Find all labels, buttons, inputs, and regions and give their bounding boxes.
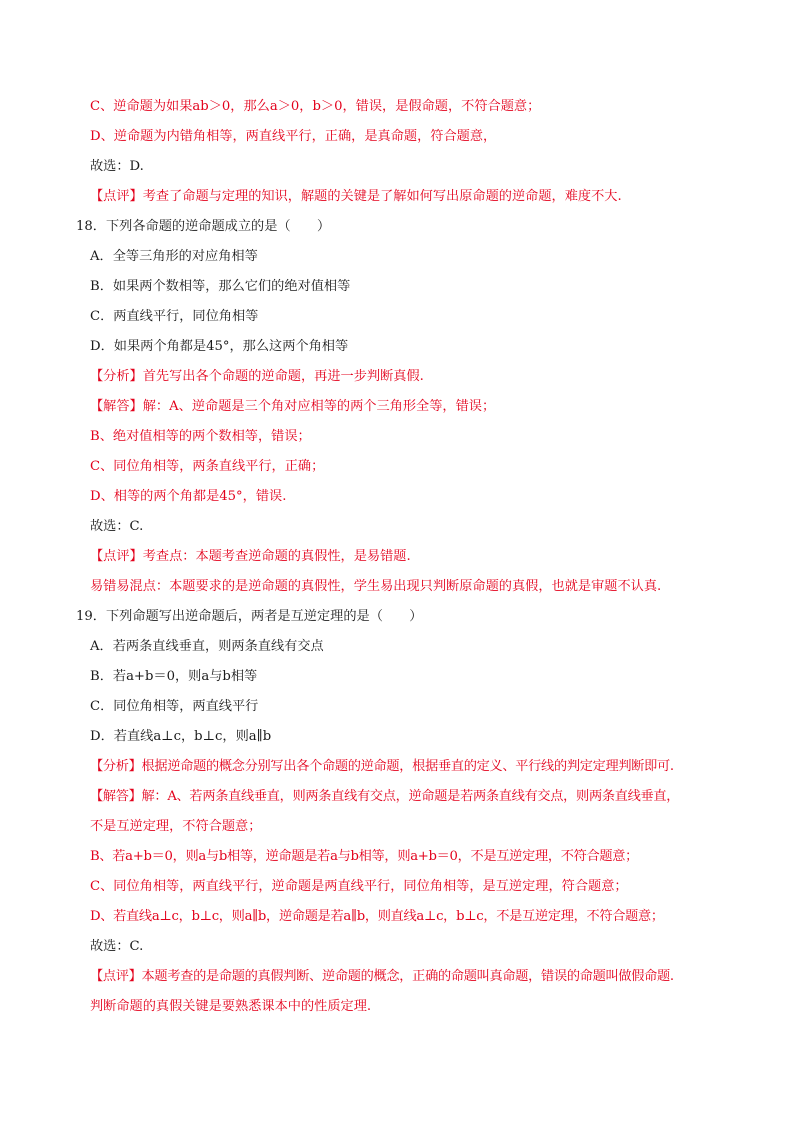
q19-solution-line: 【解答】解：A、若两条直线垂直，则两条直线有交点，逆命题是若两条直线有交点，则两条直线垂直， xyxy=(90,789,680,804)
q19-stem: 19．下列命题写出逆命题后，两者是互逆定理的是（ ） xyxy=(76,609,423,624)
q18-solution-line: C、同位角相等，两条直线平行，正确； xyxy=(90,459,325,474)
q19-option-d: D．若直线a⊥c，b⊥c，则a∥b xyxy=(90,729,272,744)
q18-option-b: B．如果两个数相等，那么它们的绝对值相等 xyxy=(90,279,351,294)
q18-option-c: C．两直线平行，同位角相等 xyxy=(90,309,259,324)
q19-option-c: C．同位角相等，两直线平行 xyxy=(90,699,259,714)
q19-solution-line: B、若a+b＝0，则a与b相等，逆命题是若a与b相等，则a+b＝0，不是互逆定理，不符合题意； xyxy=(90,849,639,864)
q18-solution-line: D、相等的两个角都是45°，错误. xyxy=(90,489,287,504)
prev-option-d-analysis: D、逆命题为内错角相等，两直线平行，正确，是真命题，符合题意， xyxy=(90,129,497,144)
prev-choice: 故选：D. xyxy=(90,159,144,174)
q18-option-a: A．全等三角形的对应角相等 xyxy=(90,249,258,264)
q18-solution-line: 【解答】解：A、逆命题是三个角对应相等的两个三角形全等，错误； xyxy=(90,399,496,414)
prev-option-c-analysis: C、逆命题为如果ab＞0，那么a＞0，b＞0，错误，是假命题，不符合题意； xyxy=(90,99,541,114)
q18-solution-line: B、绝对值相等的两个数相等，错误； xyxy=(90,429,311,444)
q19-analysis: 【分析】根据逆命题的概念分别写出各个命题的逆命题，根据垂直的定义、平行线的判定定理判断即可. xyxy=(90,759,674,774)
q18-option-d: D．如果两个角都是45°，那么这两个角相等 xyxy=(90,339,349,354)
q19-option-a: A．若两条直线垂直，则两条直线有交点 xyxy=(90,639,324,654)
q19-solution-line: C、同位角相等，两直线平行，逆命题是两直线平行，同位角相等，是互逆定理，符合题意； xyxy=(90,879,628,894)
q18-comment-line: 【点评】考查点：本题考查逆命题的真假性，是易错题. xyxy=(90,549,411,564)
q19-option-b: B．若a+b＝0，则a与b相等 xyxy=(90,669,258,684)
q19-solution-line: 不是互逆定理，不符合题意； xyxy=(90,819,262,834)
q18-comment-line: 易错易混点：本题要求的是逆命题的真假性，学生易出现只判断原命题的真假，也就是审题不认真. xyxy=(90,579,662,594)
q18-analysis: 【分析】首先写出各个命题的逆命题，再进一步判断真假. xyxy=(90,369,424,384)
q18-choice: 故选：C. xyxy=(90,519,144,534)
q18-stem: 18．下列各命题的逆命题成立的是（ ） xyxy=(76,219,331,234)
q19-comment-line: 【点评】本题考查的是命题的真假判断、逆命题的概念，正确的命题叫真命题，错误的命题叫做假命题. xyxy=(90,969,674,984)
prev-comment: 【点评】考查了命题与定理的知识，解题的关键是了解如何写出原命题的逆命题，难度不大. xyxy=(90,189,622,204)
q19-solution-line: D、若直线a⊥c，b⊥c，则a∥b，逆命题是若a∥b，则直线a⊥c，b⊥c，不是互逆定理，不符合题意； xyxy=(90,909,664,924)
q19-comment-line: 判断命题的真假关键是要熟悉课本中的性质定理. xyxy=(90,999,372,1014)
q19-choice: 故选：C. xyxy=(90,939,144,954)
